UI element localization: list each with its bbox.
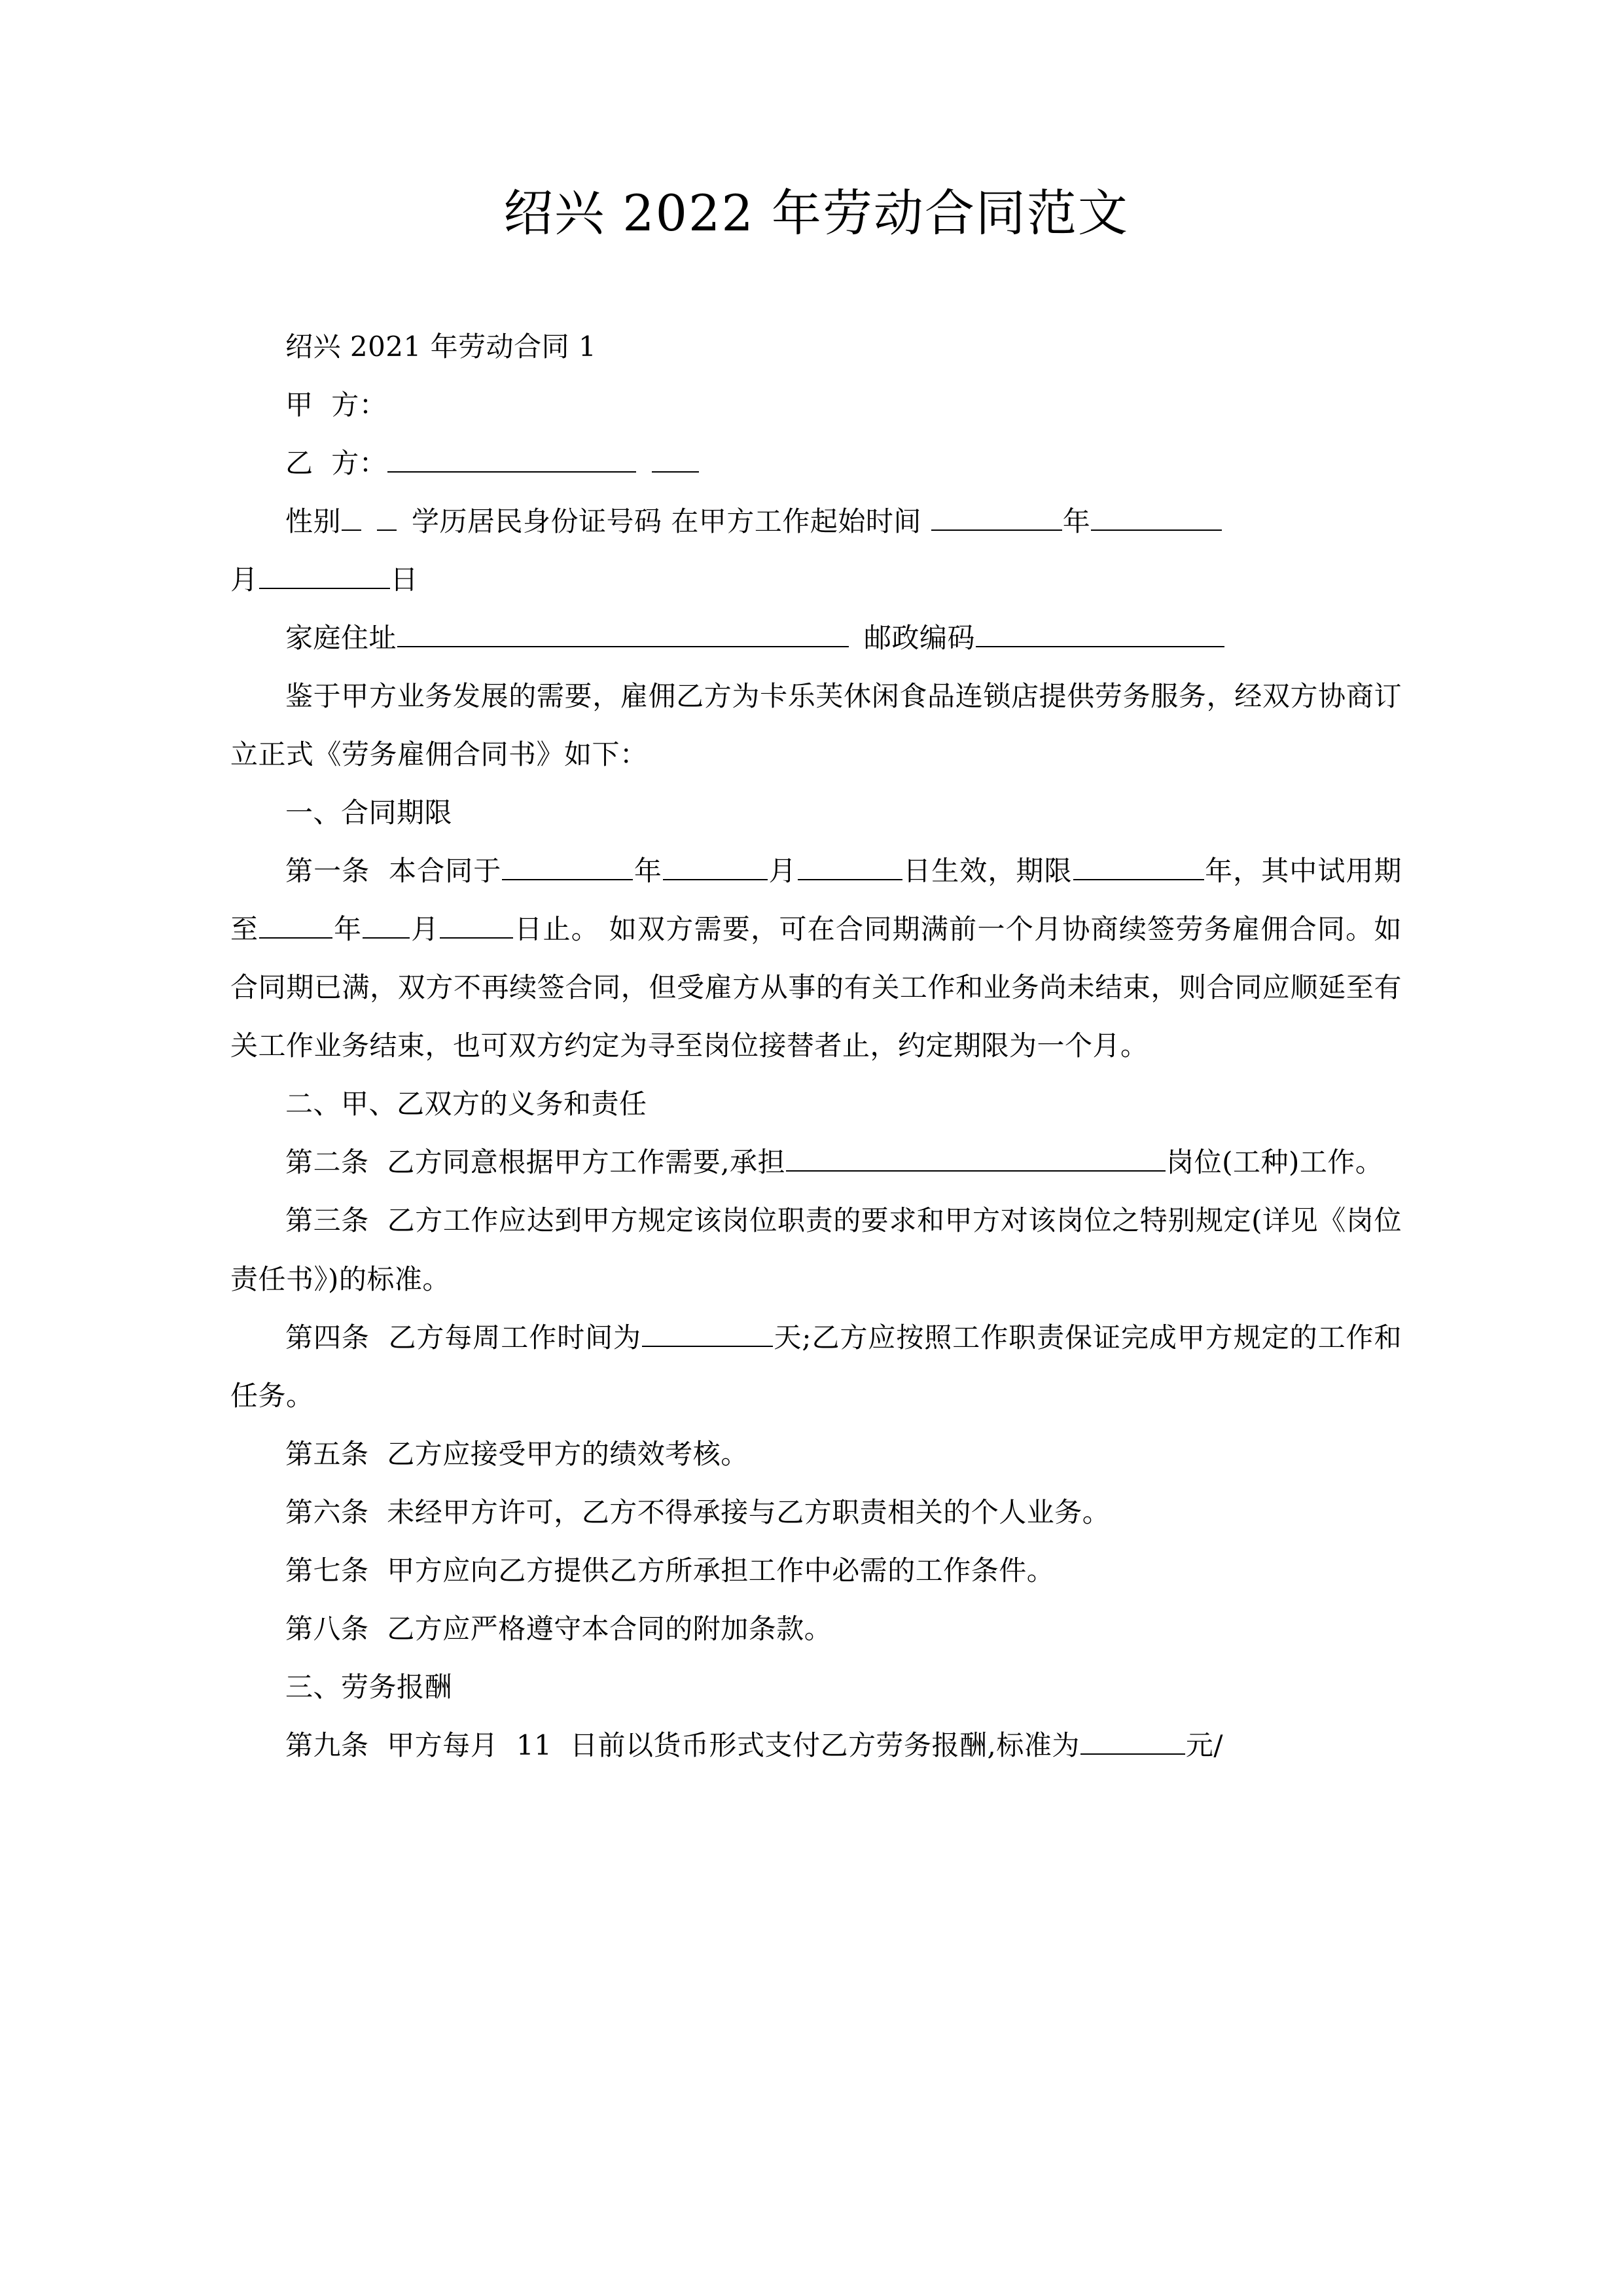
gender-blank[interactable]	[342, 503, 361, 531]
article-3: 第三条 乙方工作应达到甲方规定该岗位职责的要求和甲方对该岗位之特别规定(详见《岗位责任书》)的标准。	[230, 1204, 1402, 1295]
month-unit: 月	[230, 564, 259, 596]
home-address-label: 家庭住址	[285, 622, 397, 655]
article-1-term-blank[interactable]	[1073, 853, 1204, 880]
article-1-trial-day-blank[interactable]	[440, 911, 513, 939]
article-4-lead: 第四条 乙方每周工作时间为	[285, 1321, 641, 1354]
year-unit: 年	[1062, 505, 1091, 538]
party-b-blank-2[interactable]	[652, 445, 699, 473]
article-1-year-blank[interactable]	[502, 853, 633, 880]
postcode-label: 邮政编码	[864, 622, 976, 655]
article-1-trial-year-blank[interactable]	[259, 911, 332, 939]
party-a-line	[230, 376, 1402, 434]
article-4	[230, 1308, 1402, 1425]
party-b-label: 乙 方：	[285, 447, 387, 480]
party-b-blank[interactable]	[387, 445, 636, 473]
article-7: 第七条 甲方应向乙方提供乙方所承担工作中必需的工作条件。	[285, 1554, 1055, 1587]
postcode-blank[interactable]	[976, 620, 1224, 647]
article-1-month-unit: 月	[768, 855, 797, 888]
article-8: 第八条 乙方应严格遵守本合同的附加条款。	[285, 1612, 832, 1645]
address-line	[230, 609, 1402, 667]
party-b-line	[230, 434, 1402, 492]
gender-label: 性别	[285, 505, 342, 538]
article-1-effective: 日生效，期限	[902, 855, 1073, 888]
section-heading-3: 三、劳务报酬	[285, 1670, 453, 1703]
article-1-day-blank[interactable]	[798, 853, 902, 880]
article-1-year-unit: 年	[633, 855, 662, 888]
page-title: 绍兴 2022 年劳动合同范文	[503, 184, 1129, 242]
article-1-trial-month-blank[interactable]	[363, 911, 410, 939]
article-4-rest: 天;乙方应按照工作职责保证完成甲方规定的工作和任务。	[230, 1321, 1402, 1412]
personal-info-line	[230, 492, 1402, 550]
section-heading-1: 一、合同期限	[285, 797, 453, 829]
article-9-amount-blank[interactable]	[1080, 1727, 1185, 1755]
start-year-blank[interactable]	[931, 503, 1062, 531]
article-2-rest: 岗位(工种)工作。	[1166, 1146, 1383, 1179]
article-1-trial-month-unit: 月	[410, 913, 440, 946]
document-body	[230, 0, 1402, 1774]
article-1-lead: 第一条 本合同于	[285, 855, 502, 888]
article-5: 第五条 乙方应接受甲方的绩效考核。	[285, 1437, 749, 1470]
party-a-label: 甲 方：	[285, 389, 387, 422]
day-unit: 日	[390, 564, 419, 596]
contract-text	[230, 317, 1402, 1774]
article-6: 第六条 未经甲方许可，乙方不得承接与乙方职责相关的个人业务。	[285, 1496, 1111, 1528]
article-9	[230, 1716, 1402, 1774]
article-1	[230, 842, 1402, 1075]
personal-info-line-2	[230, 550, 1402, 609]
article-1-month-blank[interactable]	[663, 853, 768, 880]
subheading-line	[230, 317, 1402, 376]
home-address-blank[interactable]	[397, 620, 849, 647]
article-4-days-blank[interactable]	[642, 1319, 773, 1347]
start-day-blank[interactable]	[259, 562, 390, 589]
article-1-trial-lead: 年，其中试用期至	[230, 855, 1402, 946]
article-9-rest: 元/	[1185, 1729, 1224, 1761]
article-1-rest: 日止。 如双方需要，可在合同期满前一个月协商续签劳务雇佣合同。如合同期已满，双方不再续签合同，但受雇方从事的有关工作和业务尚未结束，则合同应顺延至有关工作业务结束，也可双方约定为寻至岗位接替者止，约定期限为一个月。	[230, 913, 1402, 1062]
subheading-text: 绍兴 2021 年劳动合同 1	[285, 331, 597, 363]
education-id-label: 学历居民身份证号码 在甲方工作起始时间	[412, 505, 931, 538]
article-9-lead: 第九条 甲方每月 11 日前以货币形式支付乙方劳务报酬,标准为	[285, 1729, 1080, 1761]
article-1-trial-year-unit: 年	[333, 913, 363, 946]
start-month-blank[interactable]	[1091, 503, 1222, 531]
preamble-paragraph: 鉴于甲方业务发展的需要，雇佣乙方为卡乐芙休闲食品连锁店提供劳务服务，经双方协商订立正式《劳务雇佣合同书》如下：	[230, 680, 1402, 771]
article-2-post-blank[interactable]	[786, 1145, 1166, 1172]
article-2-lead: 第二条 乙方同意根据甲方工作需要,承担	[285, 1146, 786, 1179]
gender-blank-2[interactable]	[377, 503, 397, 531]
section-heading-2: 二、甲、乙双方的义务和责任	[285, 1088, 647, 1121]
article-2	[230, 1133, 1402, 1191]
